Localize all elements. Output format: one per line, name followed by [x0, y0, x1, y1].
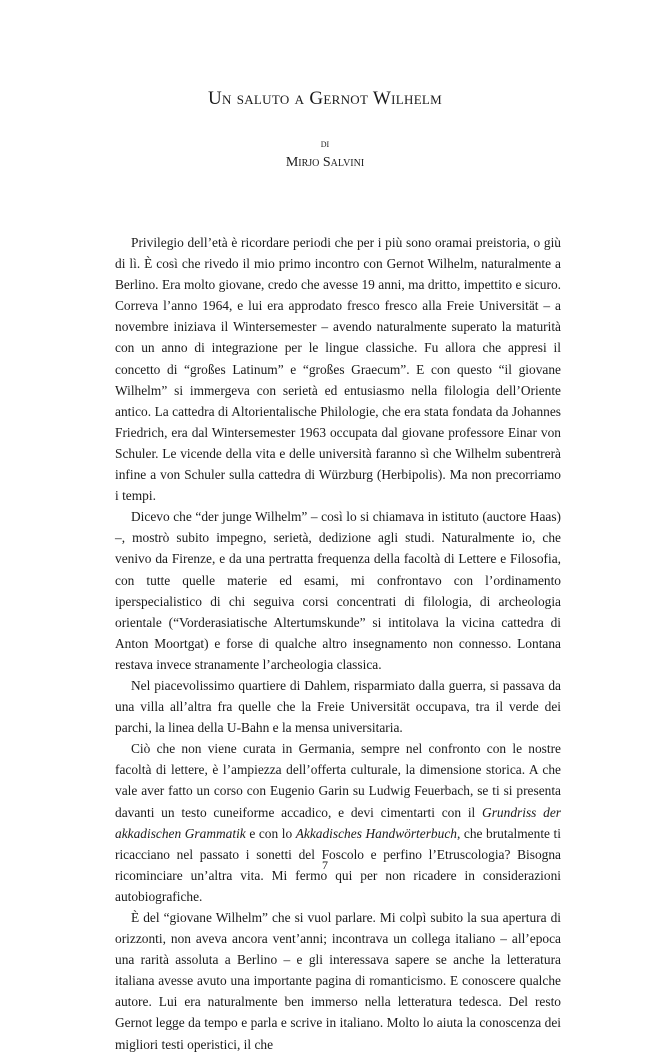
paragraph — [115, 675, 561, 738]
article-title: Un saluto a Gernot Wilhelm — [207, 88, 443, 109]
text-run: Dicevo che “der junge Wilhelm” – così lo si chiamava in istituto (auctore Haas) –, mostrò subito impegno, serietà, dedizione agli studi. Naturalmente io, che venivo da Firenze, e da una pertratta frequenza della facoltà di Lettere e Filosofia, con tutte quelle materie ed esami, mi confrontavo con l’ordinamento iperspecialistico di chi seguiva corsi concentrati di filologia, di archeologia orientale (“Vorderasiatische Altertumskunde” si intitolava la vicina cattedra di Anton Moortgat) e forse di qualche altro insegnamento non connesso. Lontana restava invece stranamente l’archeologia classica. — [115, 509, 561, 672]
article-body — [115, 232, 561, 1055]
text-run: È del “giovane Wilhelm” che si vuol parlare. Mi colpì subito la sua apertura di orizzonti, non aveva ancora vent’anni; incontrava un collega italiano – all’epoca una rarità assoluta a Berlino – e gli interessava sapere se anche la letteratura italiana avesse avuto una importante pagina di romanticismo. E conoscere qualche autore. Lui era naturalmente ben immerso nella letteratura tedesca. Del resto Gernot legge da tempo e parla e scrive in italiano. Molto lo aiuta la conoscenza dei migliori testi operistici, il che — [115, 910, 561, 1052]
text-run: Privilegio dell’età è ricordare periodi che per i più sono oramai preistoria, o giù di lì. È così che rivedo il mio primo incontro con Gernot Wilhelm, naturalmente a Berlino. Era molto giovane, credo che avesse 19 anni, ma dritto, impettito e sicuro. Correva l’anno 1964, e lui era approdato fresco fresco alla Freie Universität – a novembre iniziava il Wintersemester – avendo naturalmente superato la maturità con un anno di integrazione per le lingue classiche. Fu allora che appresi il concetto di “großes Latinum” e “großes Graecum”. E con questo “il giovane Wilhelm” si immergeva con serietà ed entusiasmo nella filologia dell’Oriente antico. La cattedra di Altorientalische Philologie, che era stata fondata da Johannes Friedrich, era dal Wintersemester 1963 occupata dal giovane professore Einar von Schuler. Le vicende della vita e delle università faranno sì che Wilhelm subentrerà infine a von Schuler sulla cattedra di Würzburg (Herbipolis). Ma non precorriamo i tempi. — [115, 235, 561, 504]
paragraph — [115, 506, 561, 675]
author-name: Mirjo Salvini — [285, 155, 365, 170]
page-number: 7 — [322, 858, 328, 872]
text-run: e con lo — [245, 825, 296, 841]
text-run: Nel piacevolissimo quartiere di Dahlem, risparmiato dalla guerra, si passava da una villa all’altra fra quelle che la Freie Universität occupava, tra il verde dei parchi, la linea della U-Bahn e la mensa universitaria. — [115, 677, 561, 736]
byline-di: di — [320, 136, 330, 150]
paragraph — [115, 907, 561, 1055]
paragraph — [115, 232, 561, 506]
book-title-handwoerterbuch: Akkadisches Handwörterbuch — [295, 825, 457, 841]
text-run: Ciò che non viene curata in Germania, sempre nel confronto con le nostre facoltà di lettere, è l’ampiezza dell’offerta culturale, la dimensione storica. A che vale aver fatto un corso con Eugenio Garin su Ludwig Feuerbach, se ti si presenta davanti un testo cuneiforme accadico, e devi cimentarti con il — [115, 741, 561, 820]
book-title-grundriss: Grundriss der akkadischen Grammatik — [115, 804, 561, 841]
paragraph — [115, 738, 561, 907]
text-run: , che brutalmente ti ricacciano nel passato i sonetti del Foscolo e perfino l’Etruscologia? Bisogna ricominciare un’altra vita. Mi fermo qui per non ricadere in considerazioni autobiografiche. — [115, 825, 561, 904]
